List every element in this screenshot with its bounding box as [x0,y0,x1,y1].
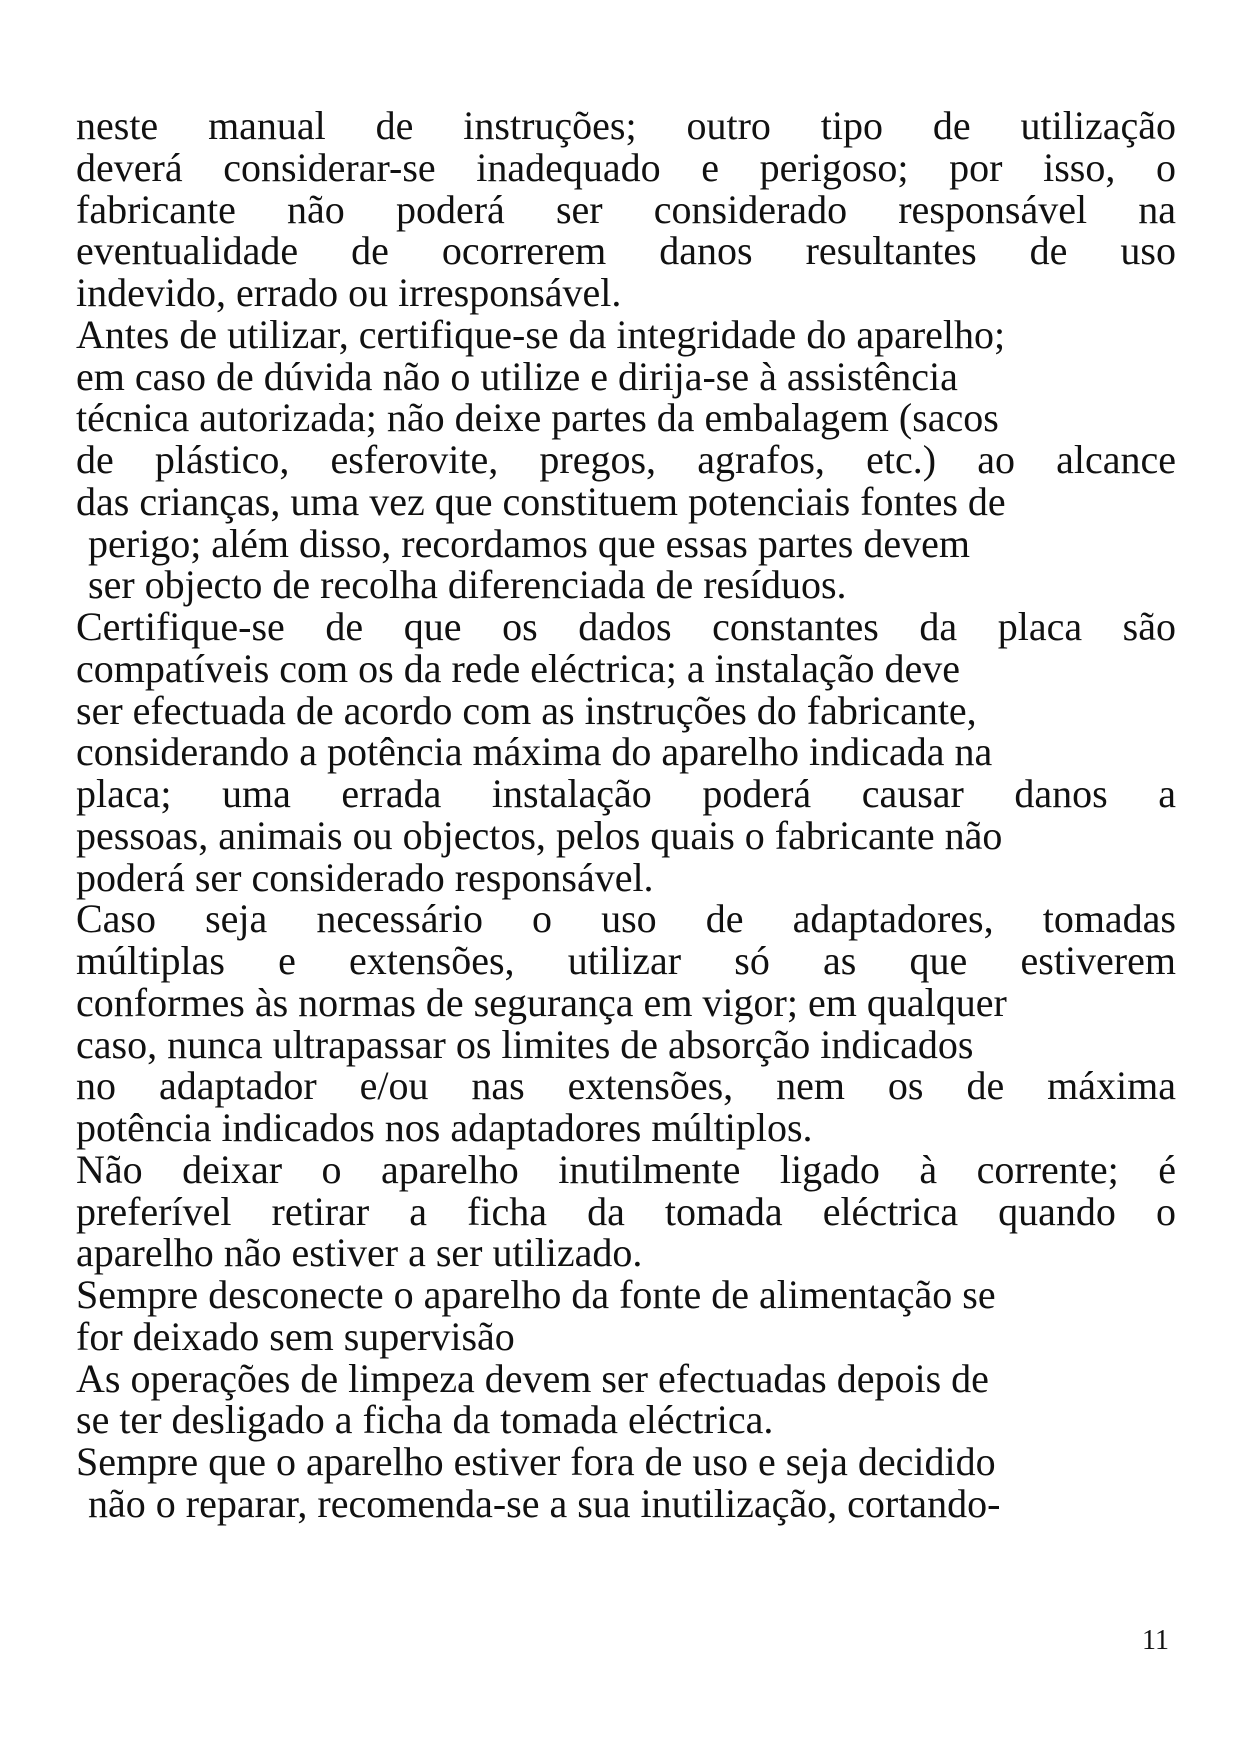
text-line: indevido, errado ou irresponsável. [76,270,622,315]
text-line: aparelho não estiver a ser utilizado. [76,1230,643,1276]
text-line: conformes às normas de segurança em vigor; em qualquer [76,979,1007,1025]
text-line: for deixado sem supervisão [76,1313,515,1359]
text-line: pessoas, animais ou objectos, pelos quais o fabricante não [76,812,1003,858]
text-line: das crianças, uma vez que constituem potenciais fontes de [76,478,1006,524]
text-line: preferível retirar a ficha da tomada eléctrica quando o [76,1188,1176,1234]
text-line: Certifique-se de que os dados constantes da placa são [76,604,1176,649]
text-line: fabricante não poderá ser considerado responsável na [76,186,1176,232]
text-line: Sempre desconecte o aparelho da fonte de alimentação se [76,1272,996,1317]
text-line: Não deixar o aparelho inutilmente ligado à corrente; é [76,1146,1176,1192]
text-line: não o reparar, recomenda-se a sua inutilização, cortando- [88,1480,1001,1526]
text-line: múltiplas e extensões, utilizar só as que estiverem [76,938,1176,983]
text-line: Caso seja necessário o uso de adaptadores, tomadas [76,896,1176,942]
text-line: eventualidade de ocorrerem danos resultantes de uso [76,228,1176,274]
text-line: As operações de limpeza devem ser efectuadas depois de [76,1355,989,1401]
page-number: 11 [1142,1625,1169,1656]
text-line: considerando a potência máxima do aparelho indicada na [76,729,993,775]
text-line: em caso de dúvida não o utilize e dirija-se à assistência [76,353,958,399]
text-line: no adaptador e/ou nas extensões, nem os de máxima [76,1063,1176,1109]
text-line: poderá ser considerado responsável. [76,854,654,900]
body-text [76,105,1176,1525]
text-line: ser objecto de recolha diferenciada de resíduos. [88,562,847,608]
text-line: neste manual de instruções; outro tipo de utilização [76,103,1176,148]
text-line: ser efectuada de acordo com as instruções do fabricante, [76,687,977,733]
text-line: deverá considerar-se inadequado e perigoso; por isso, o [76,144,1176,190]
text-line: potência indicados nos adaptadores múltiplos. [76,1105,813,1150]
text-line: se ter desligado a ficha da tomada eléctrica. [76,1397,774,1443]
text-line: técnica autorizada; não deixe partes da embalagem (sacos [76,395,999,441]
text-line: perigo; além disso, recordamos que essas partes devem [88,520,970,566]
text-line: Sempre que o aparelho estiver fora de uso e seja decidido [76,1439,996,1484]
text-line: compatíveis com os da rede eléctrica; a instalação deve [76,645,961,691]
text-line: placa; uma errada instalação poderá causar danos a [76,771,1176,816]
text-line: Antes de utilizar, certifique-se da integridade do aparelho; [76,311,1006,357]
text-line: caso, nunca ultrapassar os limites de absorção indicados [76,1021,974,1067]
text-line: de plástico, esferovite, pregos, agrafos, etc.) ao alcance [76,437,1176,482]
